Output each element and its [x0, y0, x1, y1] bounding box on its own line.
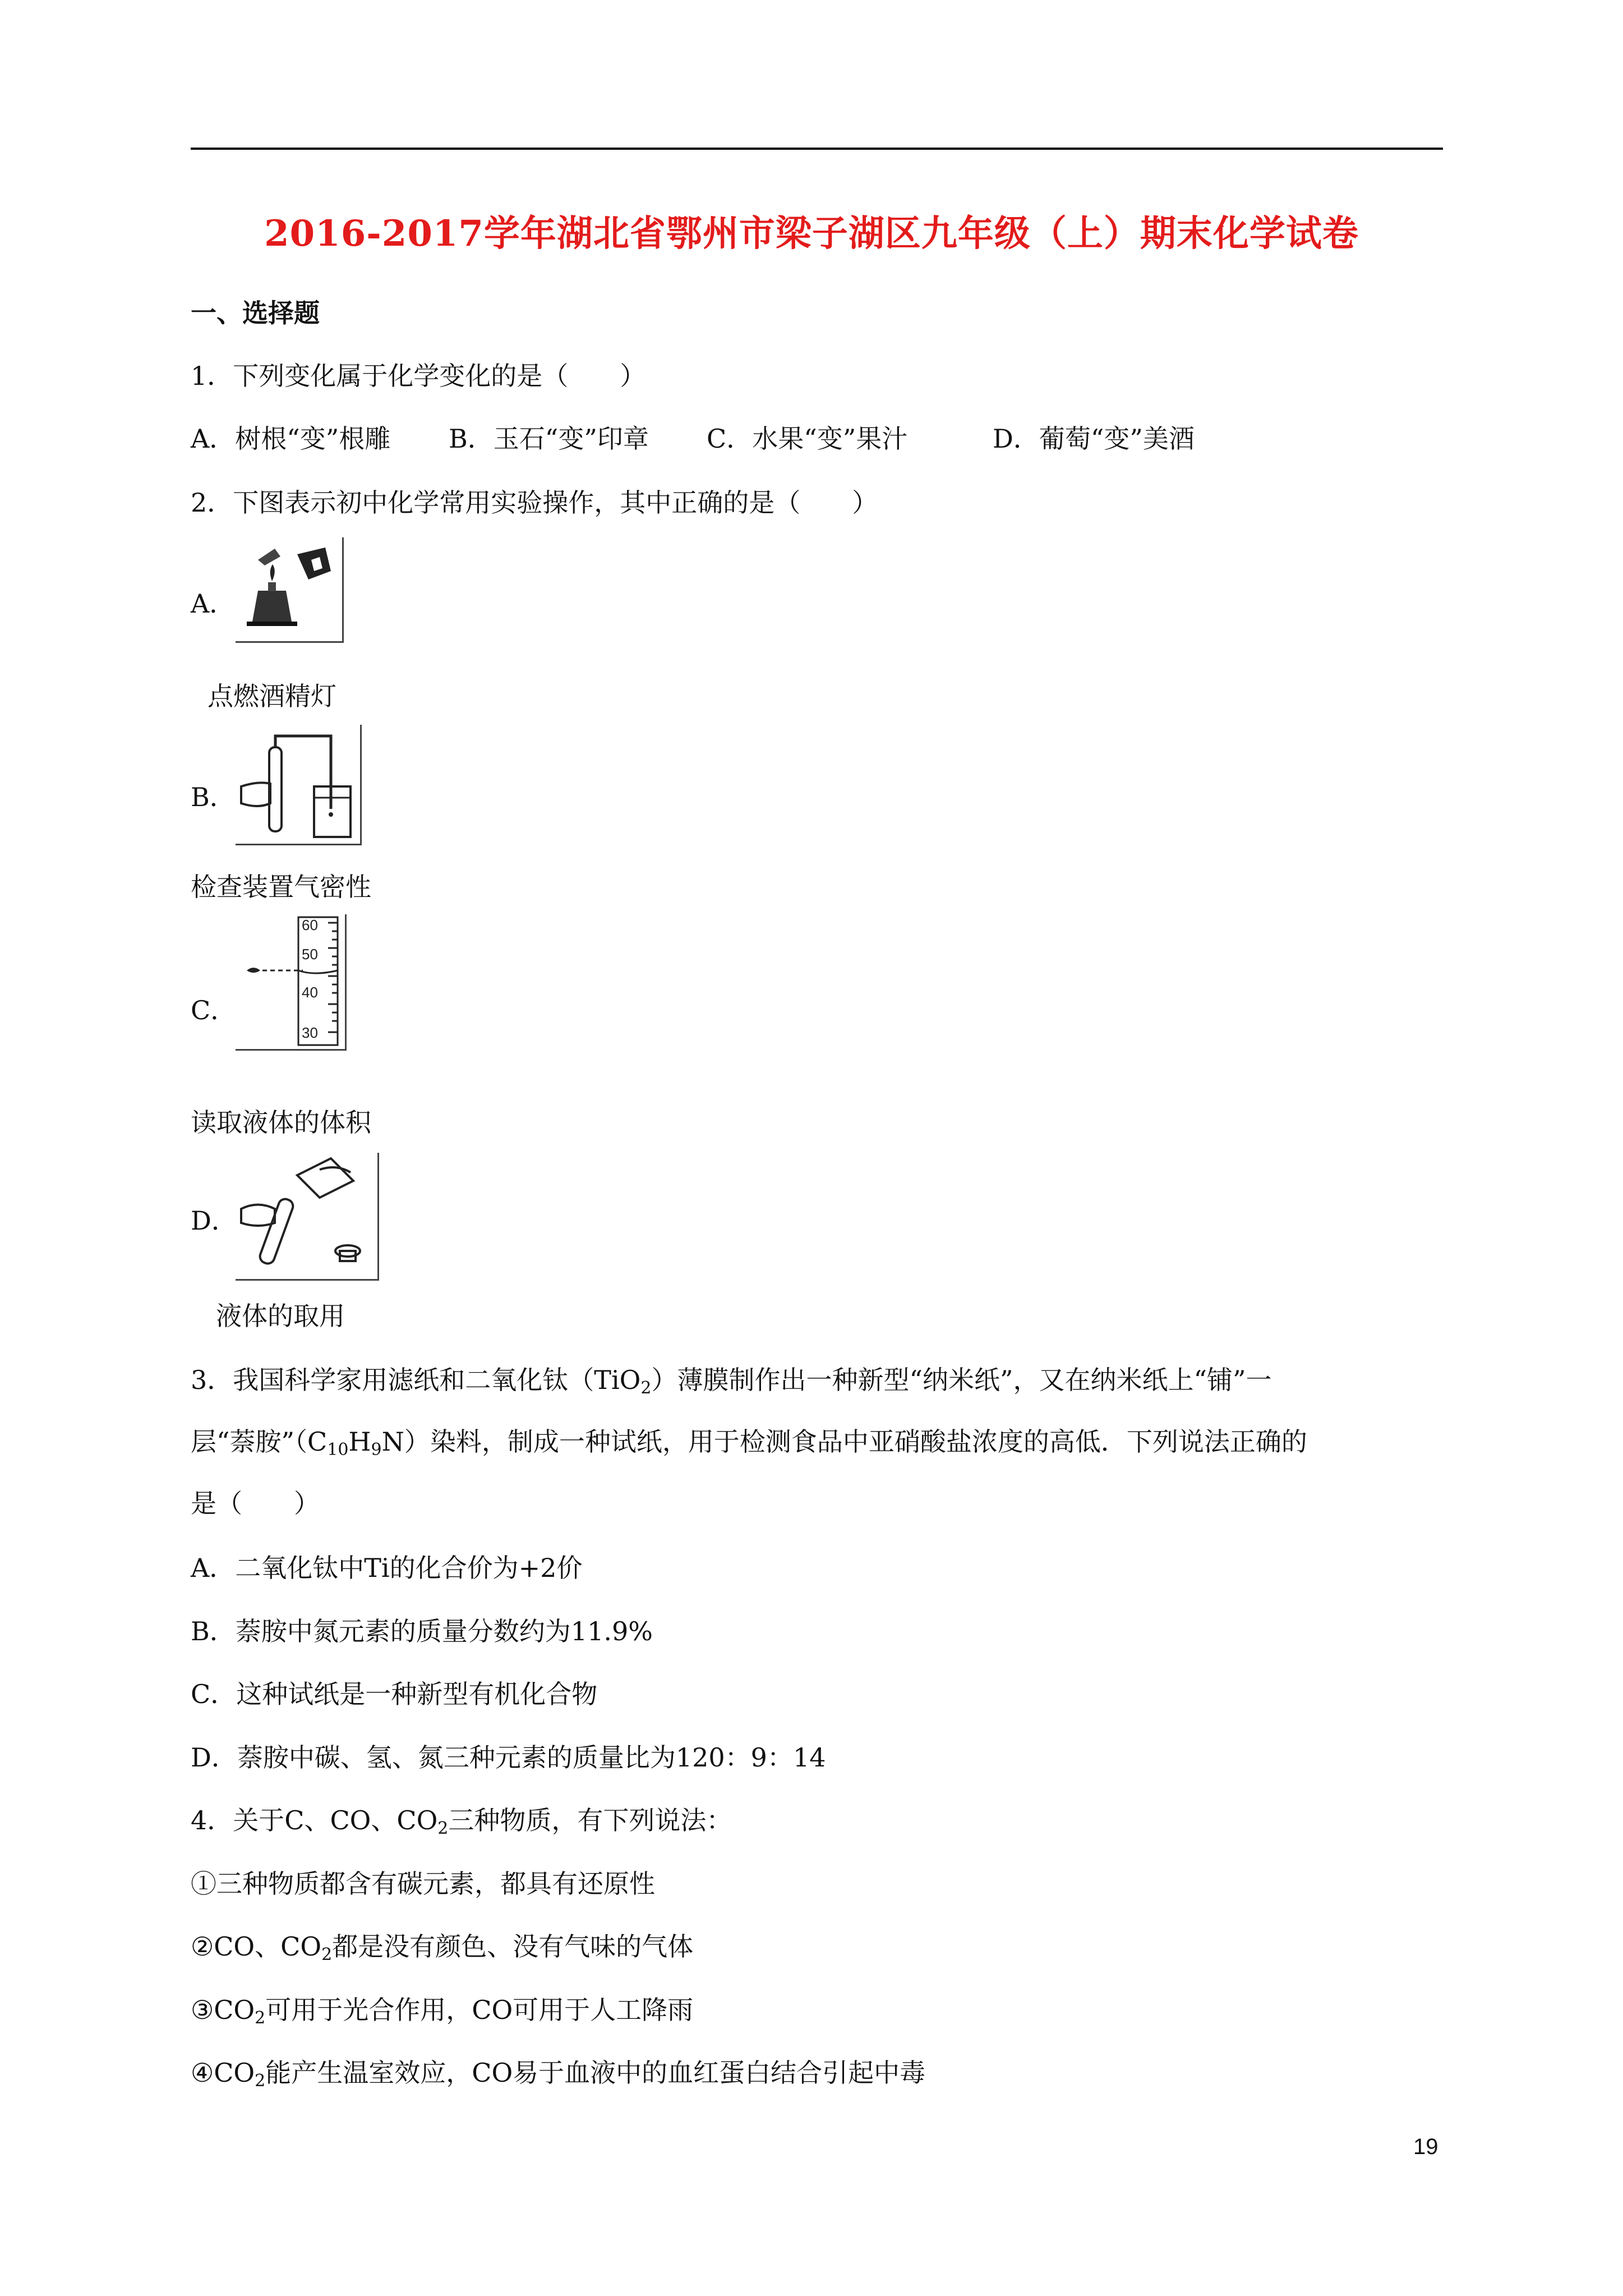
q1-option-b: B．玉石“变”印章 [449, 424, 649, 454]
question-3-line-2: 层“萘胺$”(C_{10}H_9N)$染料，制成一种试纸，用于检测食品中亚硝酸盐浓度的高低．下列说法正确的 [191, 1427, 1307, 1460]
alcohol-lamp-lighting-figure [236, 537, 344, 643]
q3-option-a: A．二氧化钛中Ti的化合价为+2价 [191, 1553, 583, 1583]
q3-option-b: B．萘胺中氮元素的质量分数约为11.9% [191, 1616, 653, 1646]
cylinder-tick-30: 30 [302, 1024, 318, 1041]
cylinder-tick-50: 50 [302, 946, 318, 963]
airtightness-check-figure [236, 725, 362, 845]
page-title: 2016-2017学年湖北省鄂州市梁子湖区九年级（上）期末化学试卷 [264, 213, 1359, 255]
q4-statement-4: $④CO_2$能产生温室效应，CO易于血液中的血红蛋白结合引起中毒 [191, 2058, 926, 2091]
cylinder-tick-60: 60 [302, 917, 318, 933]
question-3-line-1: 3．我国科学家用滤纸和二氧化钛（TiO$_2$）薄膜制作出一种新型“纳米纸”，又在纳米纸上“铺”一 [191, 1365, 1272, 1398]
page-number: 19 [1413, 2134, 1438, 2159]
q2-option-b-label: B． [191, 782, 236, 812]
q1-option-d: D．葡萄“变”美酒 [993, 424, 1195, 454]
q3-option-d: D．萘胺中碳、氢、氮三种元素的质量比为120：9：14 [191, 1742, 826, 1773]
question-1-options [191, 422, 1195, 455]
question-2-stem: 2．下图表示初中化学常用实验操作，其中正确的是（ ） [191, 487, 878, 518]
q4-statement-1: ①三种物质都含有碳元素，都具有还原性 [191, 1869, 655, 1899]
q4-statement-3: $③CO_2$可用于光合作用，CO可用于人工降雨 [191, 1995, 694, 2028]
q2-option-b-caption: 检查装置气密性 [191, 872, 371, 902]
question-4-stem: 4．关于C、CO、$CO_2$三种物质，有下列说法： [191, 1805, 732, 1838]
q2-option-d-label: D． [191, 1205, 237, 1236]
section-heading: 一、选择题 [191, 298, 320, 328]
cylinder-tick-40: 40 [302, 984, 318, 1001]
q2-option-a-label: A． [191, 588, 236, 619]
q2-option-d-caption: 液体的取用 [216, 1301, 345, 1331]
q2-option-c-label: C． [191, 995, 237, 1025]
q1-option-a: A．树根“变”根雕 [191, 424, 391, 454]
q4-statement-2: ②CO、$CO_2$都是没有颜色、没有气味的气体 [191, 1931, 694, 1964]
q2-option-c-caption: 读取液体的体积 [191, 1107, 371, 1138]
q3-option-c: C．这种试纸是一种新型有机化合物 [191, 1679, 598, 1709]
question-1-stem: 1．下列变化属于化学变化的是（ ） [191, 361, 646, 391]
graduated-cylinder-reading-figure [236, 914, 347, 1051]
q2-option-a-caption: 点燃酒精灯 [208, 681, 336, 711]
liquid-pouring-figure [236, 1153, 379, 1281]
question-3-line-3: 是（ ） [191, 1488, 320, 1519]
q1-option-c: C．水果“变”果汁 [707, 424, 908, 454]
header-rule [191, 148, 1443, 150]
